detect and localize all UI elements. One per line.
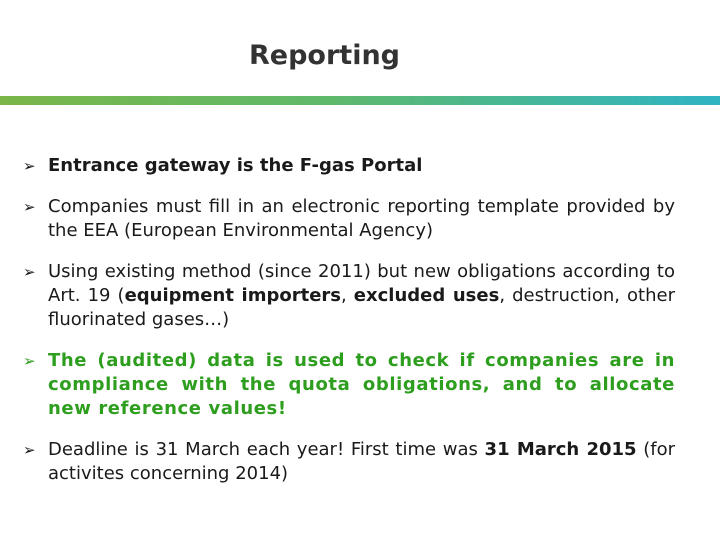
text-run: Using existing method (since 2011) but new obligations according to Art. 19 (	[48, 261, 675, 306]
bullet-text	[48, 438, 675, 486]
arrow-bullet-icon: ➢	[23, 198, 36, 216]
bullet-text: Companies must fill in an electronic reporting template provided by the EEA (European Environmental Agency)	[48, 196, 675, 241]
text-run: Deadline is 31 March each year! First time was	[48, 439, 485, 460]
text-run: (for activites concerning 2014)	[48, 439, 676, 484]
gradient-divider-bar	[0, 96, 720, 105]
bullet-item	[23, 260, 675, 332]
arrow-bullet-icon: ➢	[23, 352, 37, 370]
bullet-text	[48, 260, 675, 332]
bullet-item	[23, 195, 675, 243]
text-run: , destruction, other fluorinated gases…)	[48, 285, 675, 330]
bullet-item	[23, 349, 675, 421]
bold-text-run: equipment importers	[124, 285, 341, 306]
arrow-bullet-icon: ➢	[23, 263, 36, 281]
arrow-bullet-icon: ➢	[23, 157, 36, 175]
slide-title: Reporting	[249, 40, 401, 71]
text-run: ,	[341, 285, 354, 306]
bold-text-run: excluded uses	[353, 285, 500, 306]
arrow-bullet-icon: ➢	[23, 441, 36, 459]
bold-text-run: 31 March 2015	[484, 439, 637, 460]
bullet-list	[23, 154, 675, 503]
bullet-item	[23, 438, 675, 486]
bullet-text: Entrance gateway is the F-gas Portal	[48, 155, 423, 176]
bullet-item	[23, 154, 675, 178]
highlight-bullet-text: The (audited) data is used to check if companies are in compliance with the quota obligations, and to allocate new reference values!	[48, 350, 675, 419]
